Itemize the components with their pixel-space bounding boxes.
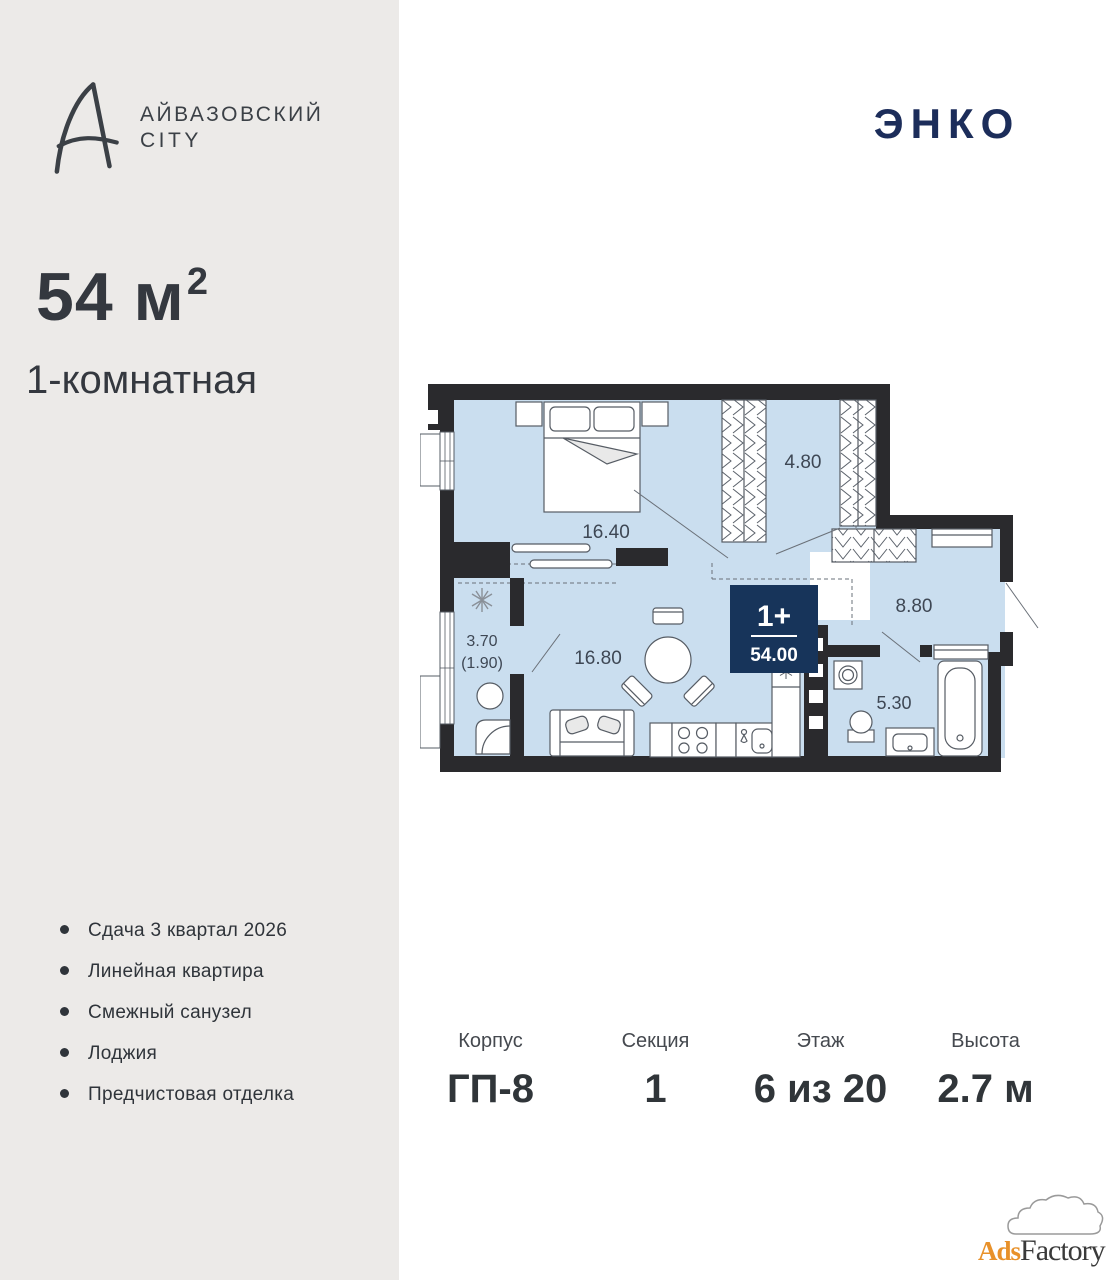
watermark (978, 1188, 1109, 1274)
bathtub (938, 661, 982, 756)
wardrobe-left (722, 400, 766, 542)
label-entry-hall: 8.80 (895, 596, 933, 617)
floor-plan (420, 380, 1040, 780)
area-superscript: 2 (186, 261, 208, 303)
brand-logo (46, 78, 323, 178)
area-value: 54 (36, 259, 114, 335)
brand-a-icon (46, 78, 124, 178)
label-wardrobe-hall: 4.80 (784, 452, 822, 473)
feature-item: Сдача 3 квартал 2026 (58, 920, 294, 942)
loggia-table (477, 683, 503, 709)
detail-value: 2.7 м (937, 1067, 1034, 1111)
detail-vysota (903, 1030, 1068, 1112)
detail-label: Высота (951, 1030, 1020, 1052)
loggia-chair (476, 720, 510, 754)
detail-value: ГП-8 (447, 1067, 534, 1111)
label-loggia-reduced: (1.90) (461, 655, 503, 672)
badge-area: 54.00 (750, 645, 798, 666)
detail-korpus (408, 1030, 573, 1112)
developer-logo-text: ЭНКО (873, 100, 1021, 147)
toilet (848, 711, 874, 742)
hall-shelf (934, 645, 988, 659)
wardrobe-hall-bottom (832, 529, 916, 562)
apartment-type: 1-комнатная (26, 358, 258, 402)
detail-etazh (738, 1030, 903, 1112)
developer-logo-enko (852, 96, 1042, 152)
detail-label: Корпус (458, 1030, 523, 1052)
badge-rooms: 1+ (756, 600, 792, 633)
detail-label: Этаж (796, 1030, 845, 1052)
apartment-area (36, 258, 208, 336)
feature-list (58, 920, 294, 1125)
nightstand-right (642, 402, 668, 426)
detail-value: 1 (644, 1067, 667, 1111)
detail-sekcia (573, 1030, 738, 1112)
kitchen-counter (650, 723, 774, 757)
feature-item: Смежный санузел (58, 1002, 294, 1024)
sidebar (0, 0, 399, 1280)
bed (544, 402, 640, 512)
label-bedroom: 16.40 (582, 522, 630, 543)
apartment-details (408, 1030, 1068, 1112)
watermark-factory: Factory (1020, 1234, 1105, 1267)
sofa (550, 710, 634, 756)
label-bathroom: 5.30 (876, 693, 912, 713)
feature-item: Предчистовая отделка (58, 1084, 294, 1106)
label-loggia-total: 3.70 (466, 633, 498, 650)
detail-label: Секция (621, 1030, 690, 1052)
entry-door-swing (1006, 583, 1038, 628)
entry-shelf (932, 529, 992, 547)
brand-city: CITY (140, 129, 202, 152)
apartment-badge (730, 585, 818, 673)
area-unit: м (133, 259, 185, 335)
nightstand-left (516, 402, 542, 426)
wardrobe-right (840, 400, 876, 526)
watermark-ads: Ads (978, 1236, 1021, 1266)
feature-item: Линейная квартира (58, 961, 294, 983)
detail-value: 6 из 20 (753, 1067, 888, 1111)
bathroom-sink (886, 728, 934, 756)
washing-machine (834, 661, 862, 689)
feature-item: Лоджия (58, 1043, 294, 1065)
label-living-kitchen: 16.80 (574, 648, 622, 669)
brand-name: АЙВАЗОВСКИЙ (140, 102, 324, 126)
watermark-cloud-icon (978, 1188, 1109, 1238)
